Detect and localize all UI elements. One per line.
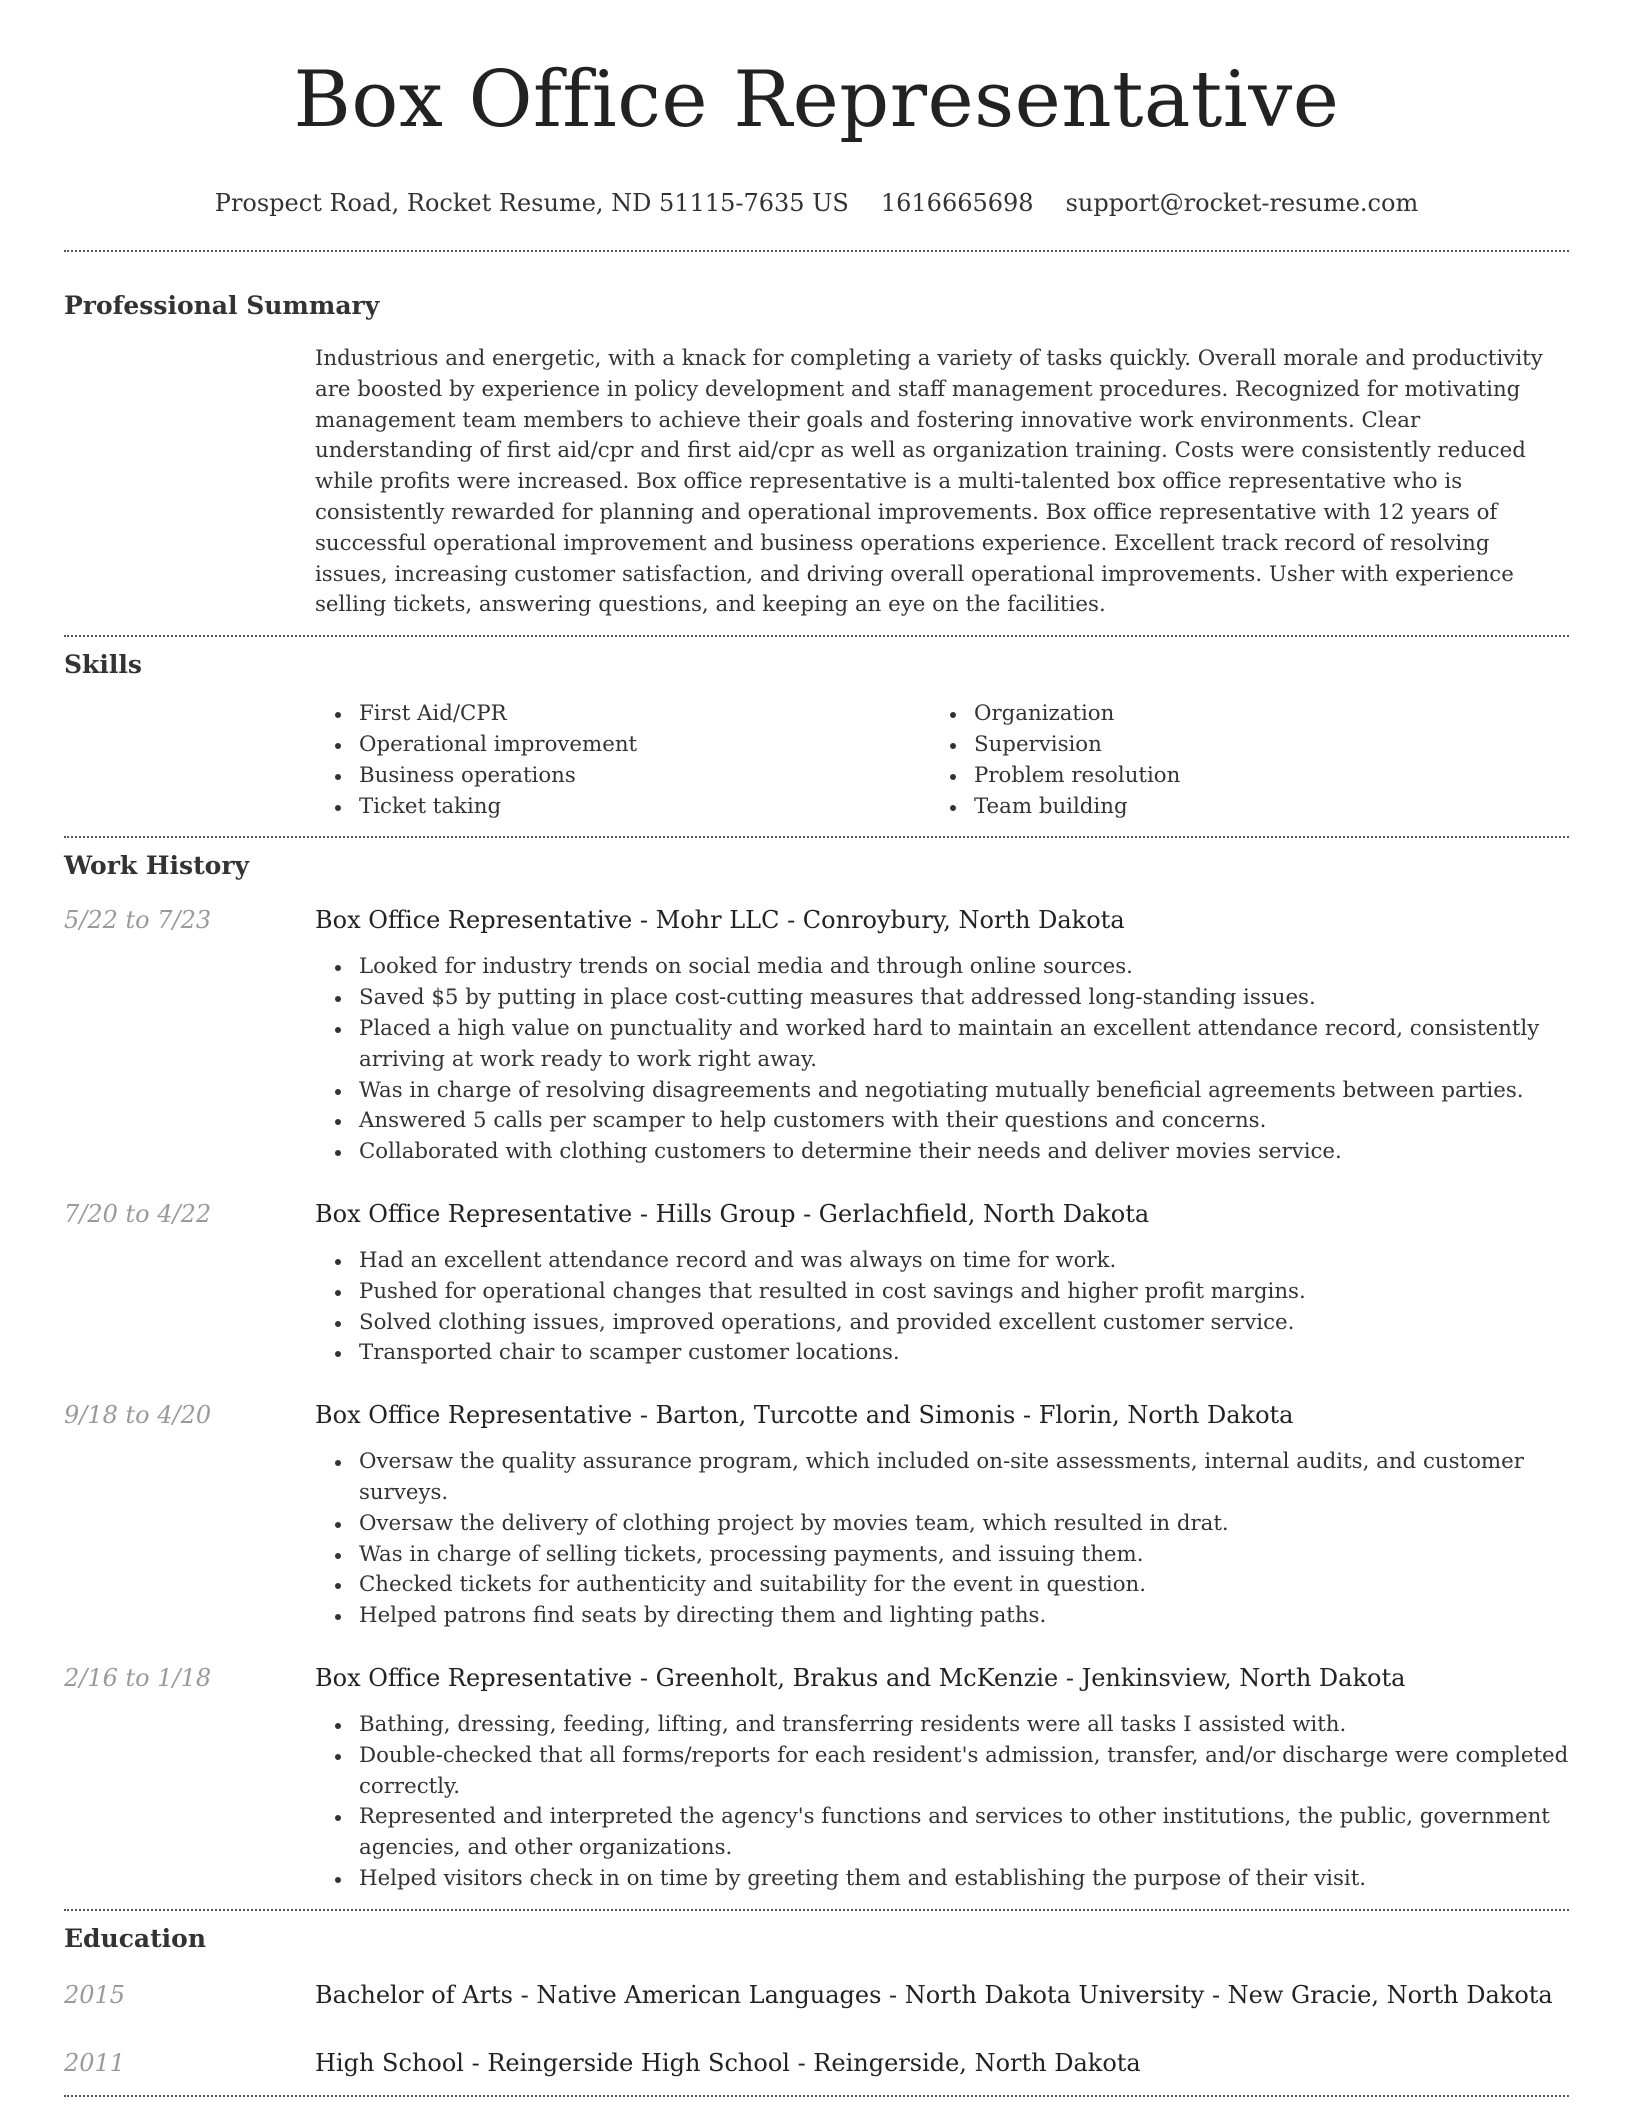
resume-header [64,0,1569,218]
job-title: Box Office Representative - Hills Group - Gerlachfield, North Dakota [315,1199,1150,1228]
job-bullets [315,1246,1569,1369]
job-bullet: Helped patrons find seats by directing them and lighting paths. [315,1601,1569,1632]
section-title-skills: Skills [64,650,142,680]
job-bullet: Was in charge of selling tickets, processing payments, and issuing them. [315,1540,1569,1571]
job-bullet: Was in charge of resolving disagreements and negotiating mutually beneficial agreements between parties. [315,1076,1569,1107]
skills-column-left [315,699,930,822]
divider [64,250,1569,252]
job-date: 9/18 to 4/20 [64,1401,212,1430]
job-entry [64,1662,1569,1895]
skill-item: First Aid/CPR [315,699,930,730]
job-bullets [315,1447,1569,1632]
skills-list [315,699,1569,822]
job-entry [64,904,1569,1168]
divider [64,635,1569,637]
job-entry [64,1198,1569,1369]
job-bullet: Solved clothing issues, improved operations, and provided excellent customer service. [315,1308,1569,1339]
job-bullet: Answered 5 calls per scamper to help customers with their questions and concerns. [315,1106,1569,1137]
job-bullet: Oversaw the delivery of clothing project by movies team, which resulted in drat. [315,1509,1569,1540]
education-year: 2015 [64,1980,126,2009]
job-bullet: Saved $5 by putting in place cost-cutting measures that addressed long-standing issues. [315,983,1569,1014]
job-date: 2/16 to 1/18 [64,1663,212,1692]
job-bullet: Helped visitors check in on time by greeting them and establishing the purpose of their visit. [315,1864,1569,1895]
job-bullet: Transported chair to scamper customer locations. [315,1338,1569,1369]
summary-section [64,290,1569,621]
education-year: 2011 [64,2048,126,2077]
skill-item: Operational improvement [315,730,930,761]
divider [64,836,1569,838]
job-title: Box Office Representative - Mohr LLC - Conroybury, North Dakota [315,906,1125,935]
job-bullet: Checked tickets for authenticity and suitability for the event in question. [315,1570,1569,1601]
job-date: 7/20 to 4/22 [64,1199,212,1228]
education-entry [64,2047,1569,2079]
job-bullet: Represented and interpreted the agency's functions and services to other institutions, the public, government agencies, and other organizations. [315,1802,1569,1864]
skill-item: Supervision [930,730,1530,761]
skill-item: Business operations [315,761,930,792]
job-title: Box Office Representative - Barton, Turcotte and Simonis - Florin, North Dakota [315,1401,1294,1430]
skills-column-right [930,699,1530,822]
summary-text: Industrious and energetic, with a knack for completing a variety of tasks quickly. Overall morale and productivity are boosted by experience in policy development and staff management procedures. Recognized for motivating management team members to achieve their goals and fostering innovative work environments. Clear understanding of first aid/cpr and first aid/cpr as well as organization training. Costs were consistently reduced while profits were increased. Box office representative is a multi-talented box office representative who is consistently rewarded for planning and operational improvements. Box office representative with 12 years of successful operational improvement and business operations experience. Excellent track record of resolving issues, increasing customer satisfaction, and driving overall operational improvements. Usher with experience selling tickets, answering questions, and keeping an eye on the facilities. [315,346,1543,618]
job-bullet: Pushed for operational changes that resulted in cost savings and higher profit margins. [315,1277,1569,1308]
section-title-summary: Professional Summary [64,291,380,320]
job-date: 5/22 to 7/23 [64,906,212,935]
email: support@rocket-resume.com [1065,189,1419,217]
skill-item: Team building [930,792,1530,823]
job-bullet: Oversaw the quality assurance program, which included on-site assessments, internal audits, and customer surveys. [315,1447,1569,1509]
education-degree: Bachelor of Arts - Native American Languages - North Dakota University - New Gracie, North Dakota [315,1980,1553,2009]
education-section [64,1923,1569,2079]
education-degree: High School - Reingerside High School - Reingerside, North Dakota [315,2048,1141,2077]
job-bullets [315,952,1569,1168]
skills-section [64,649,1569,822]
job-title: Box Office Representative - Greenholt, Brakus and McKenzie - Jenkinsview, North Dakota [315,1663,1406,1692]
job-bullet: Double-checked that all forms/reports for each resident's admission, transfer, and/or discharge were completed correctly. [315,1741,1569,1803]
phone: 1616665698 [880,189,1034,217]
divider [64,2095,1569,2097]
section-title-education: Education [64,1923,207,1953]
job-bullet: Placed a high value on punctuality and worked hard to maintain an excellent attendance record, consistently arriving at work ready to work right away. [315,1014,1569,1076]
job-bullet: Had an excellent attendance record and was always on time for work. [315,1246,1569,1277]
divider [64,1909,1569,1911]
education-entry [64,1979,1569,2011]
skill-item: Organization [930,699,1530,730]
job-bullet: Bathing, dressing, feeding, lifting, and transferring residents were all tasks I assisted with. [315,1710,1569,1741]
job-bullet: Looked for industry trends on social media and through online sources. [315,952,1569,983]
job-entry [64,1399,1569,1632]
skill-item: Problem resolution [930,761,1530,792]
job-bullet: Collaborated with clothing customers to determine their needs and deliver movies service. [315,1137,1569,1168]
skill-item: Ticket taking [315,792,930,823]
resume-page [64,0,1569,2097]
section-title-work: Work History [64,851,250,881]
job-bullets [315,1710,1569,1895]
contact-info [64,188,1569,218]
address: Prospect Road, Rocket Resume, ND 51115-7635 US [214,189,849,217]
candidate-name: Box Office Representative [293,55,1340,145]
work-history-section [64,850,1569,1894]
